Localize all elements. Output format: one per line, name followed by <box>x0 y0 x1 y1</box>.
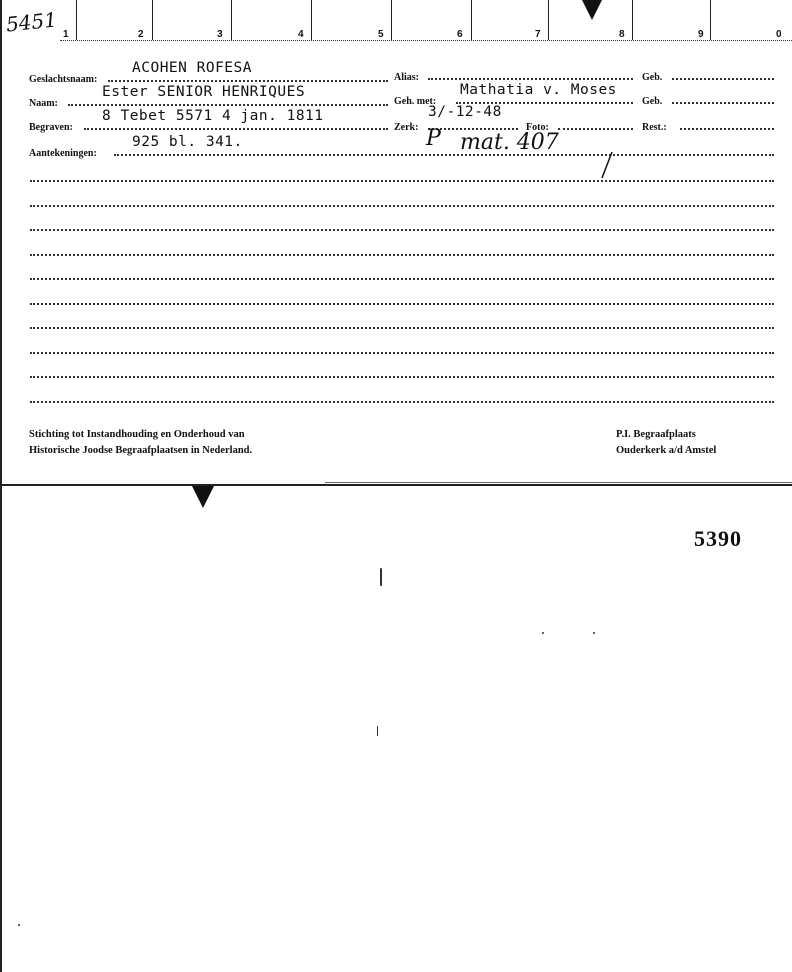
index-marker-triangle <box>582 0 602 20</box>
dotted-line <box>428 70 633 80</box>
dotted-line <box>672 70 774 80</box>
ruler-number: 5 <box>378 29 384 40</box>
back-index-marker-triangle <box>192 486 214 508</box>
handwritten-zerk-mark: P <box>426 126 441 151</box>
blank-dotted-line <box>30 319 774 329</box>
ruler-number: 6 <box>457 29 463 40</box>
begraven-value: 8 Tebet 5571 4 jan. 1811 <box>102 108 324 124</box>
footer-cemetery <box>616 427 716 459</box>
dotted-line <box>672 94 774 104</box>
ruler-tick <box>231 0 232 40</box>
blank-dotted-line <box>30 197 774 207</box>
naam-label: Naam: <box>29 98 58 109</box>
ruler-tick <box>76 0 77 40</box>
ruler-number: 0 <box>776 29 782 40</box>
ruler-number: 2 <box>138 29 144 40</box>
footer-left-line1: Stichting tot Instandhouding en Onderhoud van <box>29 429 245 440</box>
zerk-label: Zerk: <box>394 122 419 133</box>
card-divider <box>0 484 792 486</box>
begraven-label: Begraven: <box>29 122 73 133</box>
handwritten-card-number: 5451 <box>4 7 59 37</box>
ruler-tick <box>391 0 392 40</box>
naam-value: Ester SENIOR HENRIQUES <box>102 84 306 100</box>
geb-label: Geb. <box>642 96 663 107</box>
footer-right-line2: Ouderkerk a/d Amstel <box>616 445 717 456</box>
scan-speck <box>593 632 595 634</box>
rest-label: Rest.: <box>642 122 667 133</box>
ruler-tick <box>311 0 312 40</box>
blank-dotted-line <box>30 368 774 378</box>
aantekeningen-value: 925 bl. 341. <box>132 134 243 150</box>
scan-mark <box>377 726 378 736</box>
numbered-ruler <box>0 0 792 42</box>
ruler-baseline <box>60 40 792 42</box>
dotted-line <box>558 120 633 130</box>
ruler-number: 1 <box>63 29 69 40</box>
ruler-number: 9 <box>698 29 704 40</box>
dotted-line <box>428 120 518 130</box>
blank-dotted-line <box>30 270 774 280</box>
footer-left-line2: Historische Joodse Begraafplaatsen in Nederland. <box>29 445 253 456</box>
foto-label: Foto: <box>526 122 549 133</box>
geh-met-value: Mathatia v. Moses <box>460 82 617 98</box>
blank-dotted-line <box>30 246 774 256</box>
geslachtsnaam-value: ACOHEN ROFESA <box>132 60 252 76</box>
zerk-value: 3/-12-48 <box>428 104 502 120</box>
blank-dotted-line <box>30 172 774 182</box>
dotted-line <box>680 120 774 130</box>
geb-label: Geb. <box>642 72 663 83</box>
ruler-number: 8 <box>619 29 625 40</box>
aantekeningen-label: Aantekeningen: <box>29 148 97 159</box>
handwritten-note: mat. 407 <box>460 130 559 155</box>
blank-dotted-line <box>30 393 774 403</box>
ruler-number: 4 <box>298 29 304 40</box>
ruler-number: 3 <box>217 29 223 40</box>
ruler-tick <box>548 0 549 40</box>
blank-dotted-line <box>30 295 774 305</box>
alias-label: Alias: <box>394 72 419 83</box>
back-card-number: 5390 <box>694 526 742 551</box>
ruler-tick <box>632 0 633 40</box>
back-card-edge <box>325 482 792 483</box>
geslachtsnaam-label: Geslachtsnaam: <box>29 74 98 85</box>
ruler-tick <box>152 0 153 40</box>
ruler-tick <box>471 0 472 40</box>
left-border <box>0 0 2 972</box>
ruler-number: 7 <box>535 29 541 40</box>
scan-speck <box>18 924 20 926</box>
geh-met-label: Geh. met: <box>394 96 437 107</box>
scan-mark <box>380 568 382 586</box>
ruler-tick <box>710 0 711 40</box>
blank-dotted-line <box>30 344 774 354</box>
scan-speck <box>542 632 544 634</box>
blank-dotted-line <box>30 221 774 231</box>
footer-organization <box>29 427 252 459</box>
footer-right-line1: P.I. Begraafplaats <box>616 429 696 440</box>
